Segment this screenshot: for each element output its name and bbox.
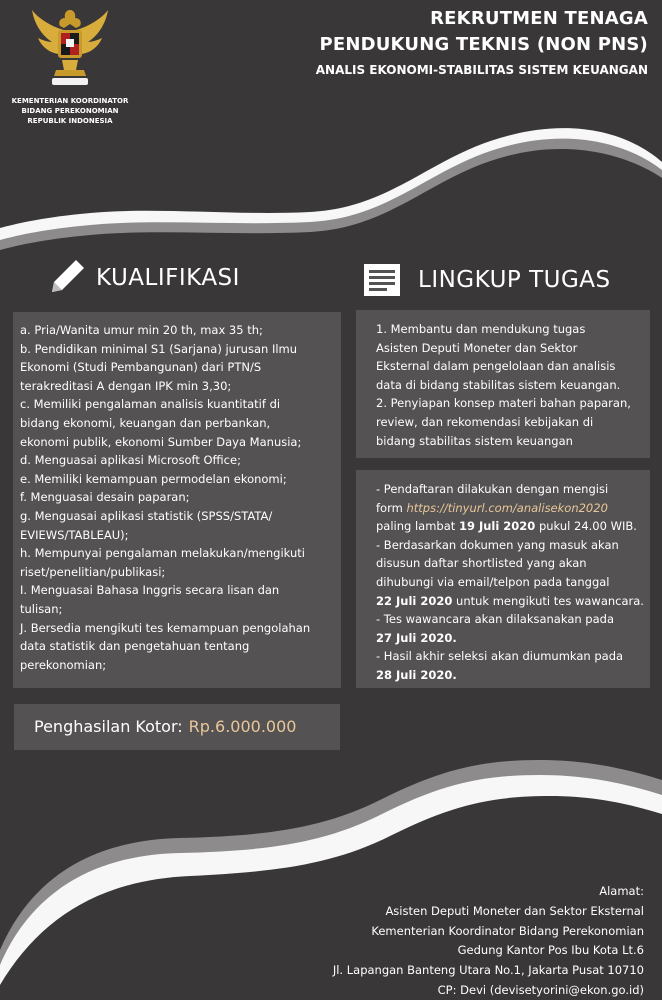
task-line: review, dan rekomendasi kebijakan di xyxy=(376,414,594,429)
info-text: form xyxy=(376,500,407,515)
shortlist-date: 22 Juli 2020 xyxy=(376,593,453,608)
title-line-1: REKRUTMEN TENAGA xyxy=(430,8,648,29)
garuda-emblem-icon xyxy=(30,4,110,90)
tasks-list xyxy=(356,310,650,458)
address-line: Gedung Kantor Pos Ibu Kota Lt.6 xyxy=(457,943,644,958)
pencil-icon xyxy=(44,258,88,298)
qualifications-heading xyxy=(44,258,240,298)
income-box xyxy=(14,704,340,750)
task-line: Asisten Deputi Moneter dan Sektor xyxy=(376,340,578,355)
poster-title xyxy=(316,6,648,80)
info-line xyxy=(376,499,644,518)
ministry-name xyxy=(6,96,134,126)
task-line: Eksternal dalam pengelolaan dan analisis xyxy=(376,359,616,374)
address-line: Jl. Lapangan Banteng Utara No.1, Jakarta Pusat 10710 xyxy=(332,963,644,978)
qualification-line: a. Pria/Wanita umur min 20 th, max 35 th; xyxy=(20,323,263,337)
contact-person: CP: Devi (devisetyorini@ekon.go.id) xyxy=(437,982,644,997)
address-line: Kementerian Koordinator Bidang Perekonomian xyxy=(371,923,644,938)
info-text: paling lambat xyxy=(376,519,459,534)
tasks-heading xyxy=(362,262,611,298)
address-block xyxy=(333,882,644,1000)
qualification-line: h. Mempunyai pengalaman melakukan/mengikuti xyxy=(20,546,305,561)
qualification-line: b. Pendidikan minimal S1 (Sarjana) jurusan Ilmu xyxy=(20,341,298,356)
info-text: pukul 24.00 WIB. xyxy=(535,519,637,534)
info-line: disusun daftar shortlisted yang akan xyxy=(376,556,587,571)
qualification-line: bidang ekonomi, keuangan dan perbankan, xyxy=(20,415,271,430)
qualification-line: EVIEWS/TABLEAU); xyxy=(20,527,129,542)
qualification-line: I. Menguasai Bahasa Inggris secara lisan dan xyxy=(20,583,280,598)
qualification-line: J. Bersedia mengikuti tes kemampuan pengolahan xyxy=(20,620,311,635)
info-line xyxy=(376,517,644,536)
info-line: - Tes wawancara akan dilaksanakan pada xyxy=(376,612,615,627)
title-line-2: PENDUKUNG TEKNIS (NON PNS) xyxy=(319,34,648,55)
qualification-line: perekonomian; xyxy=(20,657,107,672)
qualification-line: g. Menguasai aplikasi statistik (SPSS/STATA/ xyxy=(20,508,273,523)
registration-info xyxy=(356,470,650,688)
task-line: bidang stabilitas sistem keuangan xyxy=(376,433,573,448)
income-label: Penghasilan Kotor: xyxy=(34,716,183,736)
document-icon xyxy=(362,262,402,298)
qualifications-heading-label: KUALIFIKASI xyxy=(96,265,240,291)
info-line: - Hasil akhir seleksi akan diumumkan pada xyxy=(376,649,624,664)
info-line xyxy=(376,592,644,611)
info-line: dihubungi via email/telpon pada tanggal xyxy=(376,574,610,589)
qualification-line: data statistik dan pengetahuan tentang xyxy=(20,639,250,654)
ministry-line: KEMENTERIAN KOORDINATOR xyxy=(11,97,129,105)
info-line: - Pendaftaran dilakukan dengan mengisi xyxy=(376,482,609,496)
income-amount: Rp.6.000.000 xyxy=(188,716,297,736)
address-line: Asisten Deputi Moneter dan Sektor Eksternal xyxy=(385,903,644,918)
result-date: 28 Juli 2020. xyxy=(376,667,457,682)
info-line: - Berdasarkan dokumen yang masuk akan xyxy=(376,537,619,552)
ministry-line: REPUBLIK INDONESIA xyxy=(27,117,113,125)
qualification-line: tulisan; xyxy=(20,601,63,616)
qualification-line: riset/penelitian/publikasi; xyxy=(20,564,166,579)
interview-date: 27 Juli 2020. xyxy=(376,630,457,645)
qualification-line: Ekonomi (Studi Pembangunan) dari PTN/S xyxy=(20,360,262,375)
registration-form-link[interactable]: https://tinyurl.com/analisekon2020 xyxy=(406,500,608,515)
info-text: untuk mengikuti tes wawancara. xyxy=(452,593,644,608)
qualification-line: e. Memiliki kemampuan permodelan ekonomi; xyxy=(20,471,287,486)
tasks-heading-label: LINGKUP TUGAS xyxy=(418,267,611,293)
qualification-line: f. Menguasai desain paparan; xyxy=(20,490,190,505)
ministry-line: BIDANG PEREKONOMIAN xyxy=(21,107,119,115)
task-line: 2. Penyiapan konsep materi bahan paparan, xyxy=(376,396,631,411)
qualification-line: terakreditasi A dengan IPK min 3,30; xyxy=(20,378,232,393)
position-subtitle: ANALIS EKONOMI-STABILITAS SISTEM KEUANGAN xyxy=(315,63,648,77)
qualification-line: d. Menguasai aplikasi Microsoft Office; xyxy=(20,453,241,468)
qualification-line: ekonomi publik, ekonomi Sumber Daya Manusia; xyxy=(20,434,302,449)
task-line: 1. Membantu dan mendukung tugas xyxy=(376,322,586,336)
address-heading: Alamat: xyxy=(599,884,644,898)
task-line: data di bidang stabilitas sistem keuangan. xyxy=(376,377,621,392)
qualification-line: c. Memiliki pengalaman analisis kuantitatif di xyxy=(20,397,281,412)
qualifications-list xyxy=(13,312,341,688)
registration-deadline: 19 Juli 2020 xyxy=(458,519,536,534)
